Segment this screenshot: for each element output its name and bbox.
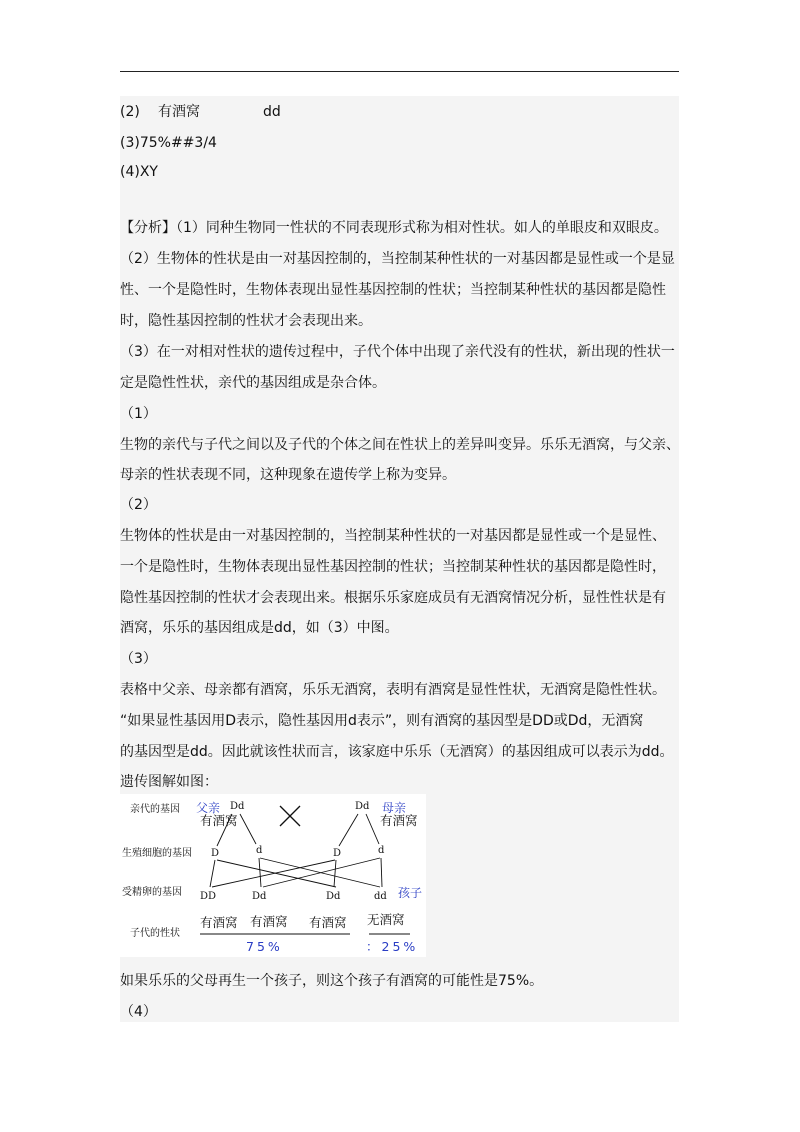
section-1-line2: 母亲的性状表现不同，这种现象在遗传学上称为变异。 <box>120 467 456 483</box>
row-label-offspring: 子代的性状 <box>130 928 180 939</box>
mother-gamete-d: d <box>378 845 385 856</box>
section-1-heading: （1） <box>120 406 157 422</box>
mother-label: 母亲 <box>382 801 407 815</box>
mother-genotype: Dd <box>355 801 370 812</box>
father-trait: 有酒窝 <box>200 813 238 828</box>
mother-trait: 有酒窝 <box>380 813 418 828</box>
row-label-gametes: 生殖细胞的基因 <box>122 848 192 859</box>
section-3-line1: 表格中父亲、母亲都有酒窝，乐乐无酒窝，表明有酒窝是显性性状，无酒窝是隐性性状。 <box>120 682 666 698</box>
child-label: 孩子 <box>398 886 423 900</box>
fertilization-lines <box>210 858 382 887</box>
zygote-1: DD <box>200 891 217 902</box>
section-3-line2: “如果显性基因用D表示，隐性基因用d表示”，则有酒窝的基因型是DD或Dd，无酒窝 <box>120 713 644 729</box>
zygote-2: Dd <box>252 891 267 902</box>
answer-4: (4)XY <box>120 164 158 180</box>
row-label-parents: 亲代的基因 <box>130 804 180 815</box>
father-gamete-d: d <box>256 845 263 856</box>
section-3-line4: 遗传图解如图： <box>120 774 218 790</box>
row-label-zygotes: 受精卵的基因 <box>122 887 182 898</box>
father-gamete-D: D <box>211 848 220 859</box>
inheritance-diagram <box>120 794 426 957</box>
mother-to-d-arrow <box>366 814 379 844</box>
section-2-line2: 一个是隐性时，生物体表现出显性基因控制的性状；当控制某种性状的基因都是隐性时， <box>120 559 666 575</box>
answer-2-genotype: dd <box>263 104 281 120</box>
section-2-line1: 生物体的性状是由一对基因控制的，当控制某种性状的一对基因都是显性或一个是显性、 <box>120 528 666 544</box>
section-3-heading: （3） <box>120 651 157 667</box>
offspring-trait-1: 有酒窝 <box>200 915 238 930</box>
answer-content <box>120 96 679 1022</box>
recessive-percentage: ：25% <box>366 939 419 954</box>
section-1-line1: 生物的亲代与子代之间以及子代的个体之间在性状上的差异叫变异。乐乐无酒窝，与父亲、 <box>120 437 680 453</box>
offspring-trait-2: 有酒窝 <box>250 914 288 929</box>
analysis-p2-line2: 性、一个是隐性时，生物体表现出显性基因控制的性状；当控制某种性状的基因都是隐性 <box>120 282 666 298</box>
analysis-intro: 【分析】（1）同种生物同一性状的不同表现形式称为相对性状。如人的单眼皮和双眼皮。 <box>120 220 668 236</box>
section-2-heading: （2） <box>120 497 157 513</box>
conclusion-line: 如果乐乐的父母再生一个孩子，则这个孩子有酒窝的可能性是75%。 <box>120 973 544 989</box>
header-rule <box>120 71 679 72</box>
analysis-p2-line1: （2）生物体的性状是由一对基因控制的，当控制某种性状的一对基因都是显性或一个是显 <box>120 251 675 267</box>
mother-gamete-D: D <box>333 848 342 859</box>
answer-2-trait: 有酒窝 <box>158 104 200 120</box>
answer-2 <box>120 102 320 122</box>
offspring-trait-4: 无酒窝 <box>367 912 405 927</box>
mother-to-D-arrow <box>339 814 358 846</box>
section-2-line4: 酒窝，乐乐的基因组成是dd，如（3）中图。 <box>120 620 399 636</box>
father-label: 父亲 <box>196 801 221 815</box>
zygote-3: Dd <box>326 891 341 902</box>
father-genotype: Dd <box>230 801 245 812</box>
analysis-p3-line1: （3）在一对相对性状的遗传过程中，子代个体中出现了亲代没有的性状，新出现的性状一 <box>120 344 675 360</box>
dominant-percentage: 75% <box>246 939 283 954</box>
analysis-p3-line2: 定是隐性性状，亲代的基因组成是杂合体。 <box>120 375 386 391</box>
offspring-trait-3: 有酒窝 <box>309 915 347 930</box>
answer-3: (3)75%##3/4 <box>120 135 217 151</box>
analysis-p2-line3: 时，隐性基因控制的性状才会表现出来。 <box>120 313 372 329</box>
answer-2-number: (2) <box>120 104 140 120</box>
section-4-heading: （4） <box>120 1004 157 1020</box>
section-2-line3: 隐性基因控制的性状才会表现出来。根据乐乐家庭成员有无酒窝情况分析，显性性状是有 <box>120 590 666 606</box>
father-to-d-arrow <box>240 814 256 844</box>
section-3-line3: 的基因型是dd。因此就该性状而言，该家庭中乐乐（无酒窝）的基因组成可以表示为dd。 <box>120 744 674 760</box>
zygote-4: dd <box>374 891 387 902</box>
